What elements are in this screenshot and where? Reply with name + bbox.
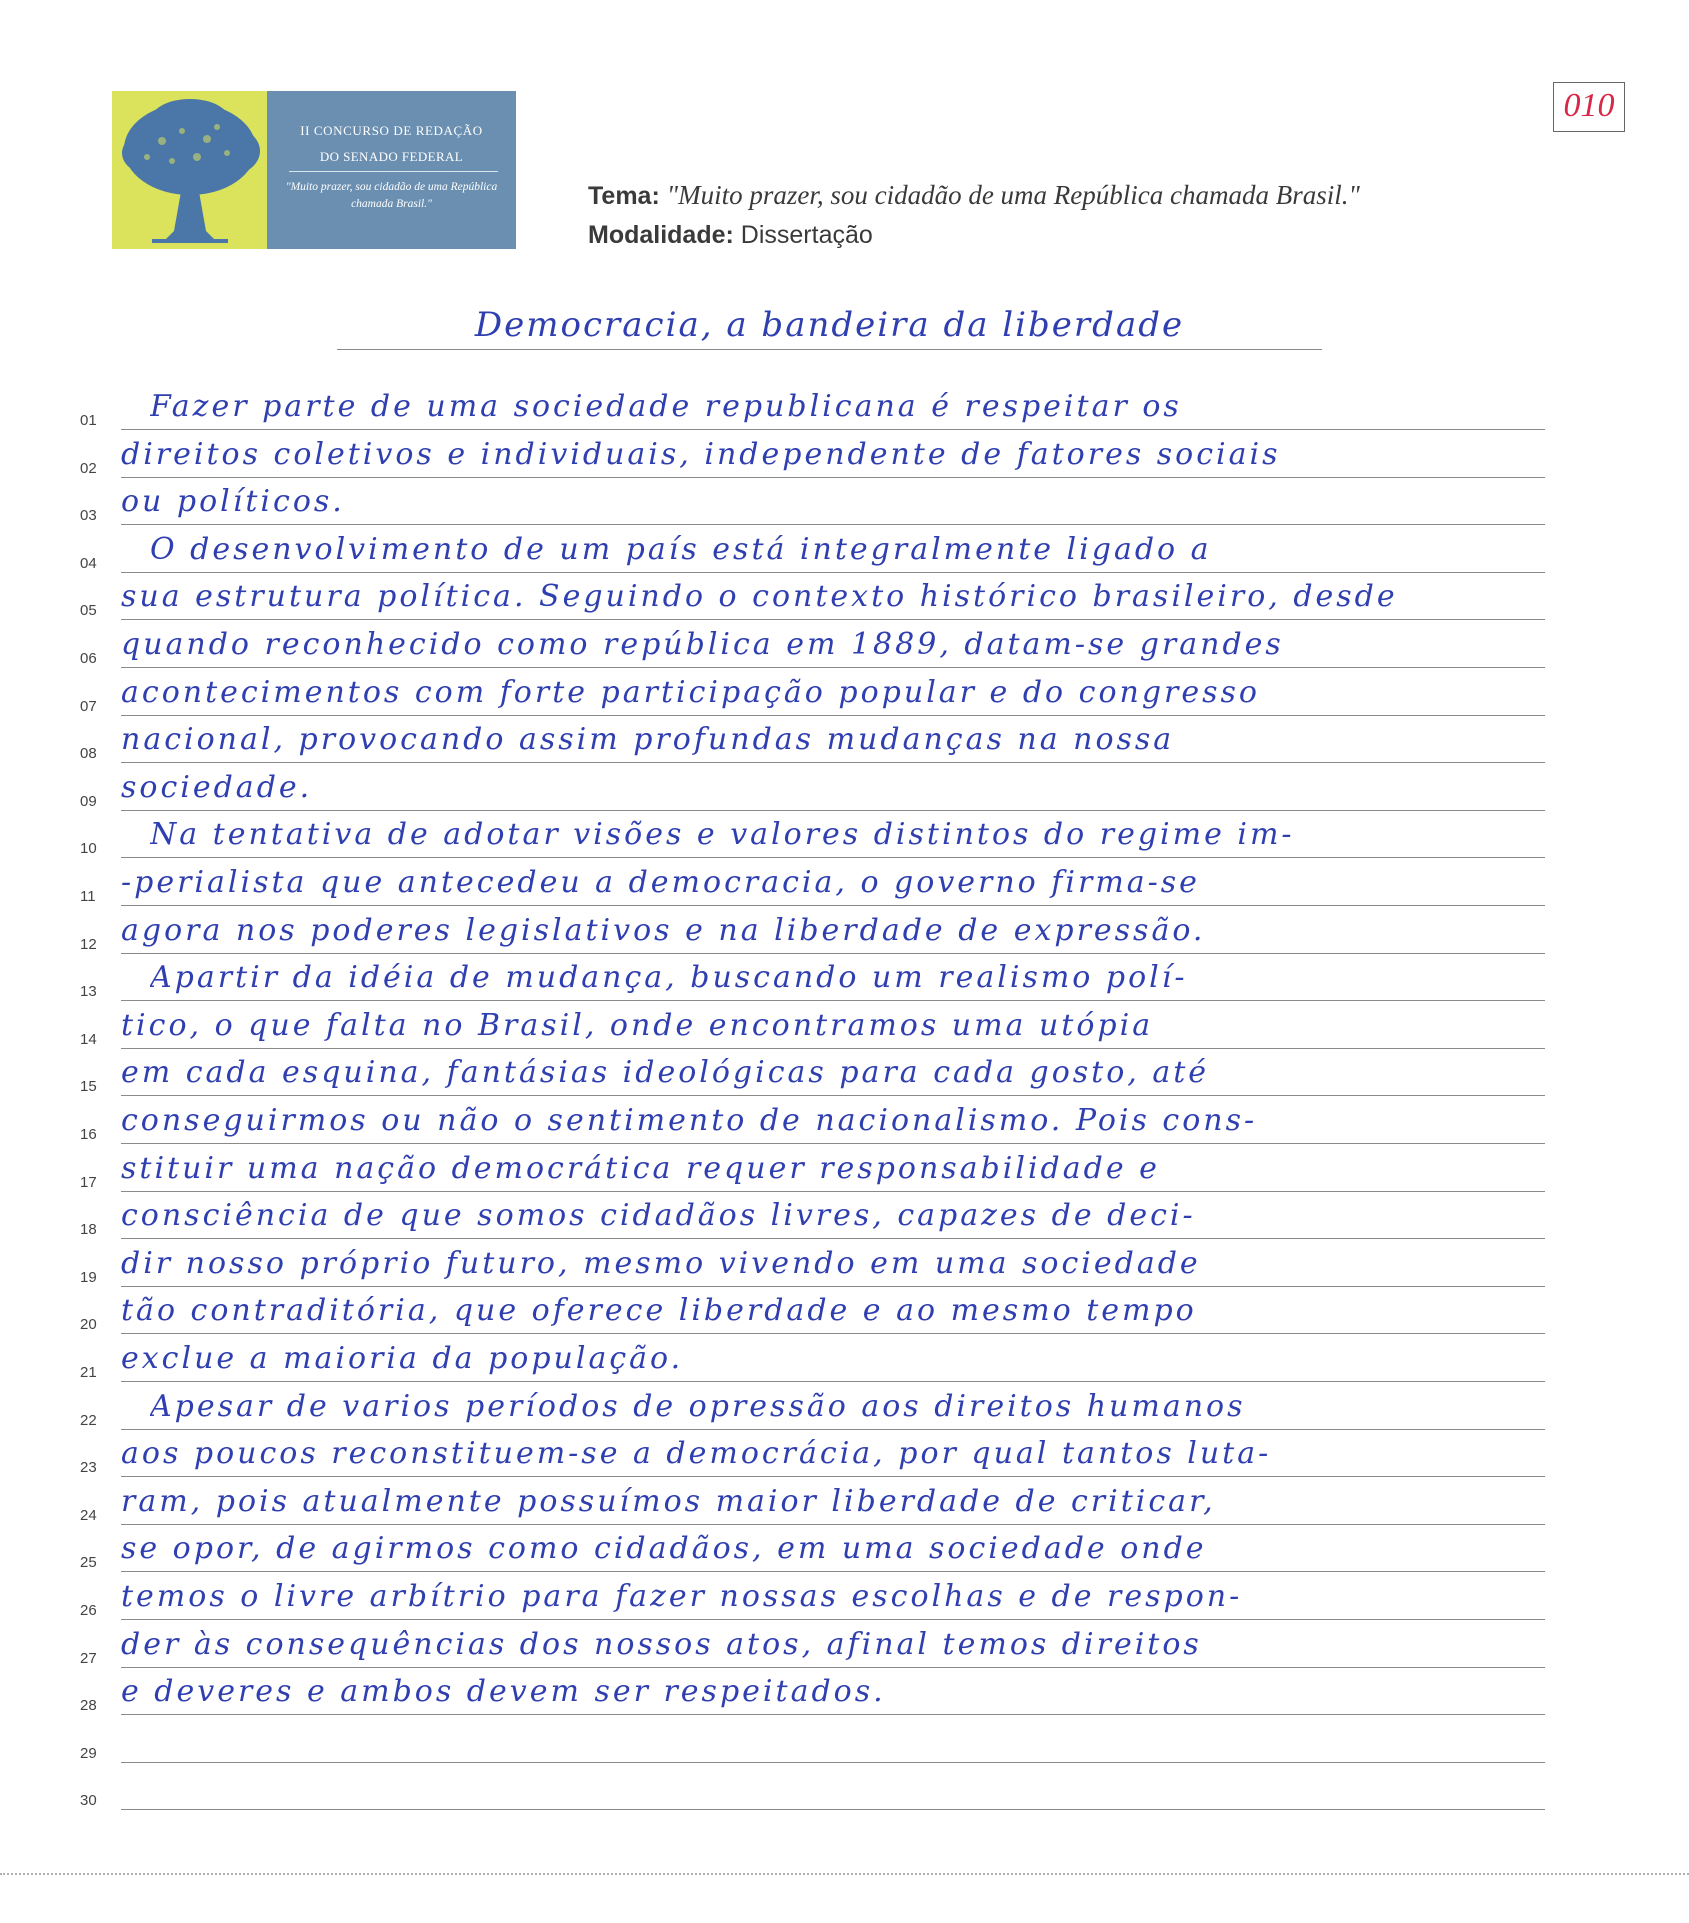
- writing-rule: [121, 1333, 1545, 1334]
- handwritten-line: Na tentativa de adotar visões e valores distintos do regime im-: [150, 817, 1295, 852]
- handwritten-line: se opor, de agirmos como cidadãos, em uma sociedade onde: [121, 1531, 1207, 1566]
- handwritten-line: agora nos poderes legislativos e na liberdade de expressão.: [121, 913, 1206, 948]
- writing-rule: [121, 953, 1545, 954]
- handwritten-line: Fazer parte de uma sociedade republicana é respeitar os: [150, 389, 1182, 424]
- writing-rule: [121, 1000, 1545, 1001]
- writing-rule: [121, 1524, 1545, 1525]
- writing-rule: [121, 1571, 1545, 1572]
- writing-rule: [121, 572, 1545, 573]
- writing-rule: [121, 1381, 1545, 1382]
- line-number: 21: [80, 1364, 97, 1381]
- theme-line: [588, 180, 1360, 211]
- line-number: 30: [80, 1792, 97, 1809]
- writing-rule: [121, 1143, 1545, 1144]
- line-number: 26: [80, 1602, 97, 1619]
- handwritten-line: tico, o que falta no Brasil, onde encontramos uma utópia: [121, 1008, 1154, 1043]
- writing-rule: [121, 1429, 1545, 1430]
- line-number: 22: [80, 1412, 97, 1429]
- handwritten-line: -perialista que antecedeu a democracia, o governo firma-se: [121, 865, 1200, 900]
- writing-rule: [121, 1095, 1545, 1096]
- line-number: 14: [80, 1031, 97, 1048]
- logo-divider: [289, 171, 498, 172]
- writing-rule: [121, 715, 1545, 716]
- theme-label: Tema:: [588, 182, 660, 210]
- line-number: 19: [80, 1269, 97, 1286]
- line-number: 05: [80, 602, 97, 619]
- writing-rule: [121, 1476, 1545, 1477]
- line-number: 15: [80, 1078, 97, 1095]
- line-number: 08: [80, 745, 97, 762]
- writing-rule: [121, 1714, 1545, 1715]
- handwritten-line: acontecimentos com forte participação popular e do congresso: [121, 675, 1260, 710]
- writing-rule: [121, 857, 1545, 858]
- essay-title: Democracia, a bandeira da liberdade: [474, 305, 1185, 345]
- writing-rule: [121, 1667, 1545, 1668]
- handwritten-line: Apartir da idéia de mudança, buscando um realismo polí-: [150, 960, 1188, 995]
- handwritten-line: direitos coletivos e individuais, independente de fatores sociais: [121, 437, 1281, 472]
- reference-number-box: [1553, 82, 1625, 132]
- reference-number: 010: [1563, 87, 1615, 124]
- modality-line: [588, 221, 873, 250]
- writing-rule: [121, 1286, 1545, 1287]
- writing-rule: [121, 1809, 1545, 1810]
- writing-rule: [121, 619, 1545, 620]
- handwritten-line: der às consequências dos nossos atos, afinal temos direitos: [121, 1627, 1202, 1662]
- line-number: 03: [80, 507, 97, 524]
- line-number: 13: [80, 983, 97, 1000]
- handwritten-line: ou políticos.: [121, 484, 345, 519]
- writing-rule: [121, 1191, 1545, 1192]
- logo-quote: "Muito prazer, sou cidadão de uma República chamada Brasil.": [285, 181, 498, 210]
- handwritten-line: temos o livre arbítrio para fazer nossas escolhas e de respon-: [121, 1579, 1243, 1614]
- logo-subtitle: DO SENADO FEDERAL: [319, 149, 464, 164]
- writing-rule: [121, 429, 1545, 430]
- theme-value: "Muito prazer, sou cidadão de uma República chamada Brasil.": [666, 180, 1360, 210]
- line-number: 02: [80, 460, 97, 477]
- handwritten-line: nacional, provocando assim profundas mudanças na nossa: [121, 722, 1175, 757]
- writing-rule: [121, 1762, 1545, 1763]
- line-number: 28: [80, 1697, 97, 1714]
- writing-rule: [121, 477, 1545, 478]
- line-number: 09: [80, 793, 97, 810]
- line-number: 17: [80, 1174, 97, 1191]
- title-rule: [337, 349, 1322, 350]
- line-number: 18: [80, 1221, 97, 1238]
- writing-rule: [121, 1619, 1545, 1620]
- modality-label: Modalidade:: [588, 221, 734, 249]
- line-number: 06: [80, 650, 97, 667]
- tree-logo-icon: [112, 91, 267, 249]
- line-number: 11: [80, 888, 96, 905]
- handwritten-line: em cada esquina, fantásias ideológicas para cada gosto, até: [121, 1055, 1210, 1090]
- line-number: 24: [80, 1507, 97, 1524]
- handwritten-line: aos poucos reconstituem-se a democrácia, por qual tantos luta-: [121, 1436, 1272, 1471]
- handwritten-line: conseguirmos ou não o sentimento de nacionalismo. Pois cons-: [121, 1103, 1258, 1138]
- line-number: 12: [80, 936, 97, 953]
- handwritten-line: O desenvolvimento de um país está integralmente ligado a: [150, 532, 1212, 567]
- writing-rule: [121, 1048, 1545, 1049]
- writing-rule: [121, 1238, 1545, 1239]
- line-number: 16: [80, 1126, 97, 1143]
- writing-rule: [121, 905, 1545, 906]
- handwritten-line: Apesar de varios períodos de opressão aos direitos humanos: [150, 1389, 1246, 1424]
- handwritten-line: consciência de que somos cidadãos livres, capazes de deci-: [121, 1198, 1196, 1233]
- handwritten-line: ram, pois atualmente possuímos maior liberdade de criticar,: [121, 1484, 1216, 1519]
- handwritten-line: tão contraditória, que oferece liberdade e ao mesmo tempo: [121, 1293, 1197, 1328]
- line-number: 20: [80, 1316, 97, 1333]
- logo-title: II CONCURSO DE REDAÇÃO: [300, 123, 483, 138]
- contest-logo: [112, 91, 516, 249]
- handwritten-line: dir nosso próprio futuro, mesmo vivendo em uma sociedade: [121, 1246, 1201, 1281]
- writing-rule: [121, 667, 1545, 668]
- writing-rule: [121, 524, 1545, 525]
- handwritten-line: e deveres e ambos devem ser respeitados.: [121, 1674, 886, 1709]
- perforation-edge: [0, 1873, 1689, 1875]
- handwritten-line: exclue a maioria da população.: [121, 1341, 684, 1376]
- line-number: 23: [80, 1459, 97, 1476]
- handwritten-line: stituir uma nação democrática requer responsabilidade e: [121, 1151, 1160, 1186]
- writing-rule: [121, 762, 1545, 763]
- line-number: 10: [80, 840, 97, 857]
- line-number: 01: [80, 412, 97, 429]
- handwritten-line: sociedade.: [121, 770, 313, 805]
- modality-value: Dissertação: [740, 221, 873, 249]
- line-number: 07: [80, 698, 97, 715]
- line-number: 25: [80, 1554, 97, 1571]
- handwritten-line: sua estrutura política. Seguindo o contexto histórico brasileiro, desde: [121, 579, 1398, 614]
- line-number: 04: [80, 555, 97, 572]
- writing-rule: [121, 810, 1545, 811]
- line-number: 29: [80, 1745, 97, 1762]
- handwritten-line: quando reconhecido como república em 1889, datam-se grandes: [121, 627, 1284, 662]
- logo-text-panel: [267, 91, 516, 249]
- line-number: 27: [80, 1650, 97, 1667]
